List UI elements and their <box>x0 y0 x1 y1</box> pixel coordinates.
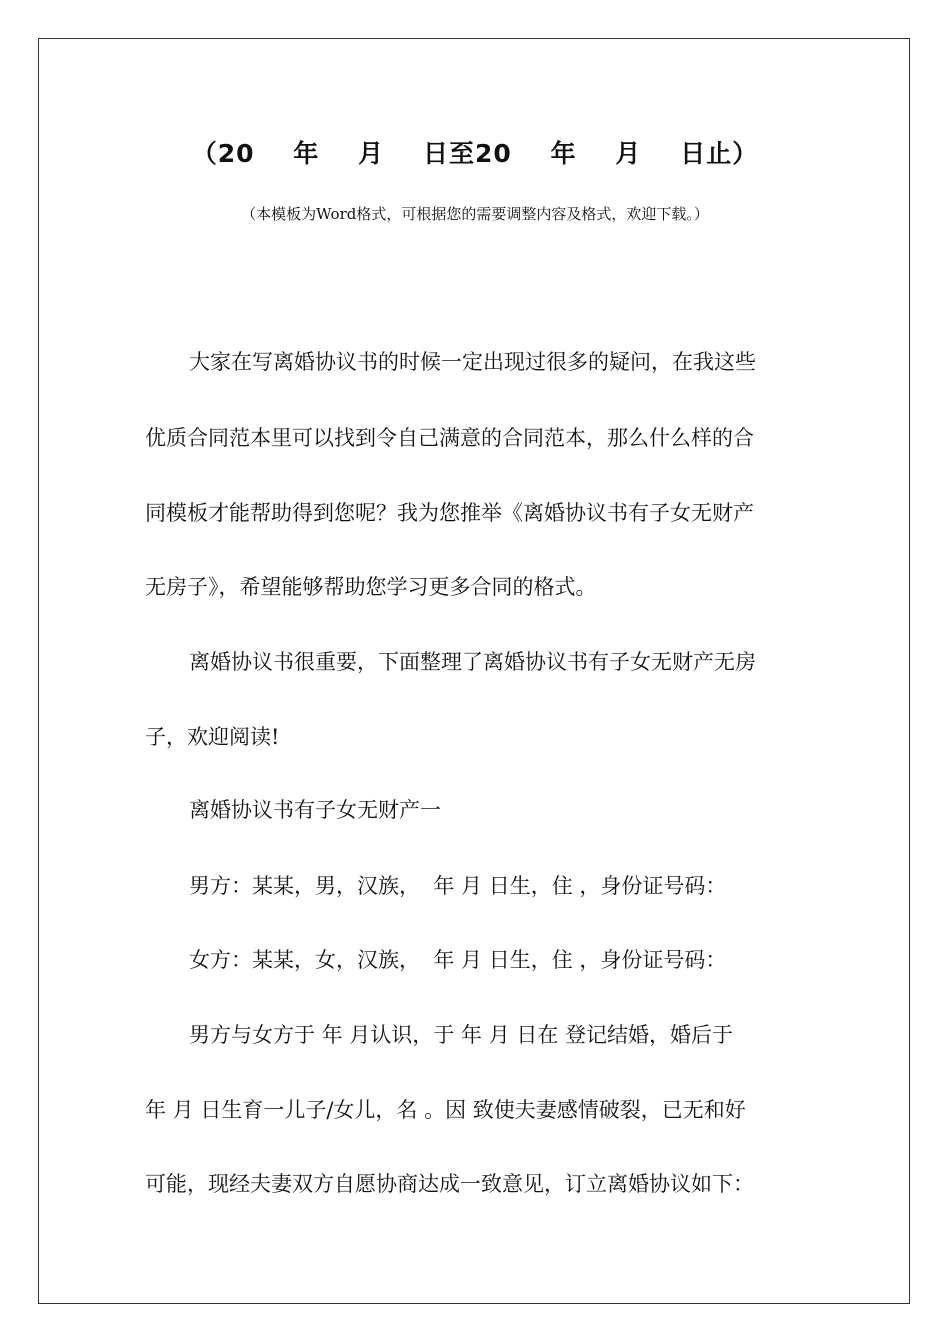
paragraph-line: 女方：某某，女，汉族， 年 月 日生，住 ，身份证号码： <box>189 948 727 972</box>
paragraph-line: 无房子》，希望能够帮助您学习更多合同的格式。 <box>145 575 597 599</box>
paragraph-line: 优质合同范本里可以找到令自己满意的合同范本，那么什么样的合 <box>145 426 754 450</box>
paragraph-line: 同模板才能帮助得到您呢？我为您推举《离婚协议书有子女无财产 <box>145 501 754 525</box>
paragraph-line: 可能，现经夫妻双方自愿协商达成一致意见，订立离婚协议如下： <box>145 1172 754 1196</box>
section-heading: 离婚协议书有子女无财产一 <box>189 798 441 822</box>
date-range-heading: （20 年 月 日至20 年 月 日止） <box>191 139 759 168</box>
paragraph-line: 年 月 日生育一儿子/女儿，名 。因 致使夫妻感情破裂，已无和好 <box>145 1098 746 1122</box>
paragraph-line: 男方：某某，男，汉族， 年 月 日生，住 ，身份证号码： <box>189 874 727 898</box>
paragraph-line: 离婚协议书很重要，下面整理了离婚协议书有子女无财产无房 <box>189 650 756 674</box>
paragraph-line: 大家在写离婚协议书的时候一定出现过很多的疑问，在我这些 <box>189 350 756 374</box>
paragraph-line: 子，欢迎阅读! <box>145 725 280 749</box>
template-note: （本模板为Word格式，可根据您的需要调整内容及格式，欢迎下载。） <box>241 205 709 223</box>
paragraph-line: 男方与女方于 年 月认识，于 年 月 日在 登记结婚，婚后于 <box>189 1023 734 1047</box>
